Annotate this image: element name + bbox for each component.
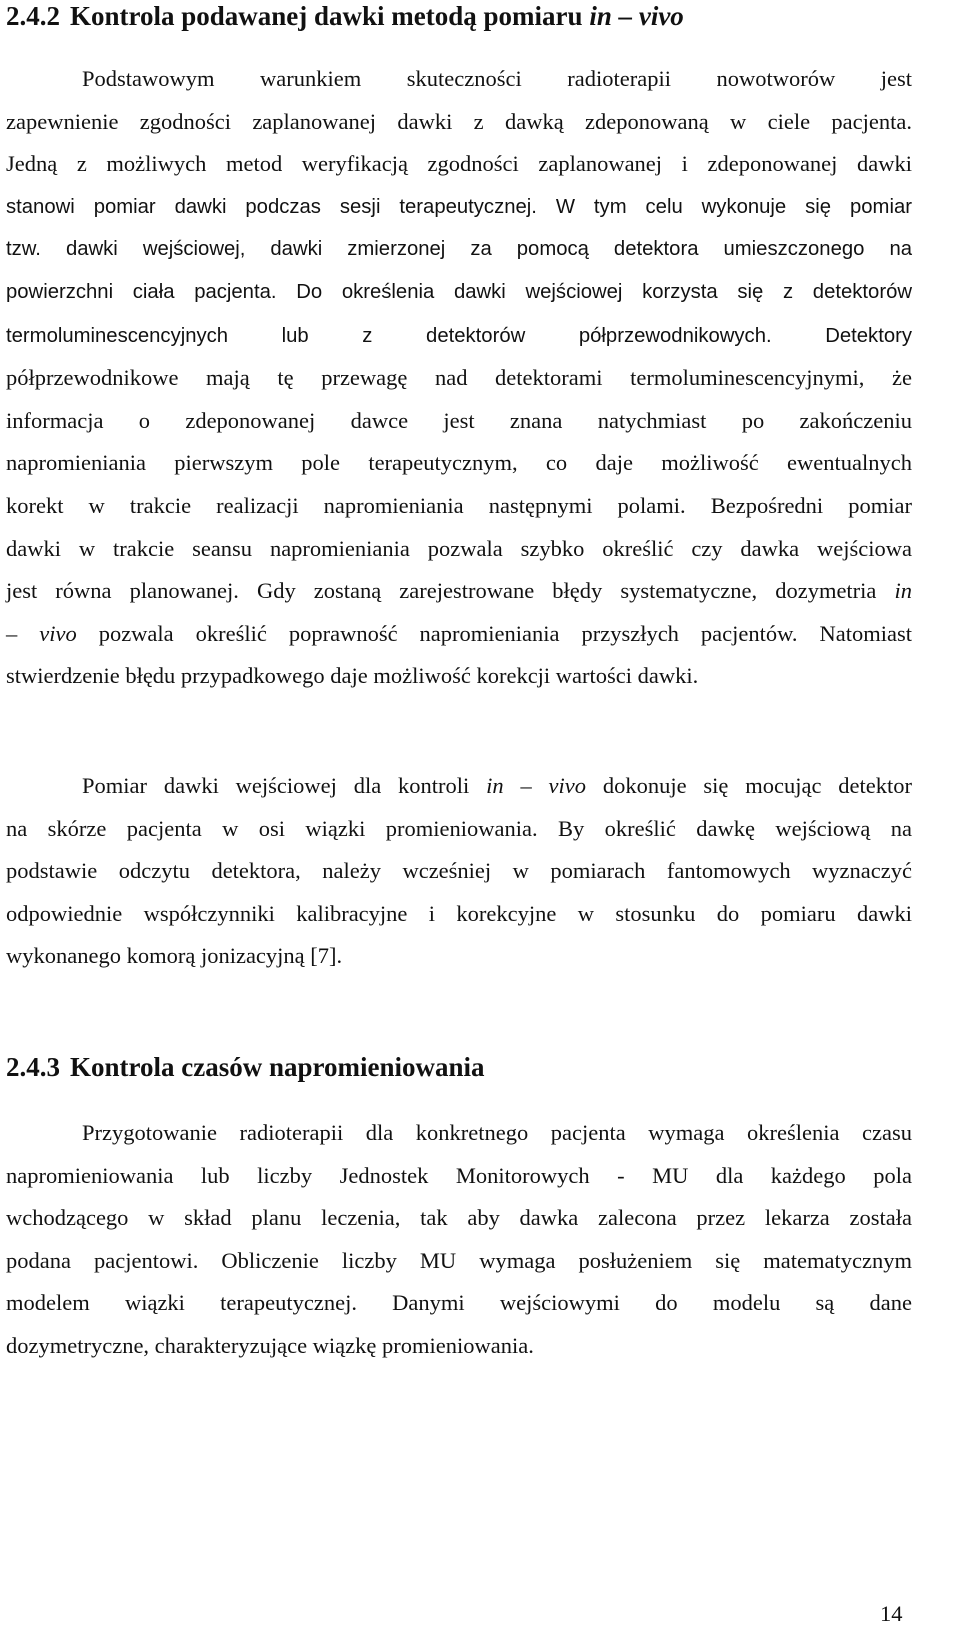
- text-line: [6, 613, 912, 656]
- text-line: dawki w trakcie seansu napromieniania pozwala szybko określić czy dawka wejściowa: [6, 535, 912, 561]
- paragraph-entrance-dose: [6, 765, 912, 978]
- section-title: Kontrola czasów napromieniowania: [70, 1052, 485, 1082]
- text-line: podstawie odczytu detektora, należy wcześniej w pomiarach fantomowych wyznaczyć: [6, 858, 912, 884]
- italic-term: in: [894, 578, 912, 604]
- section-heading-2-4-2: [6, 0, 684, 32]
- text-line: dozymetryczne, charakteryzujące wiązkę promieniowania.: [6, 1332, 534, 1358]
- text-line: tzw. dawki wejściowej, dawki zmierzonej za pomocą detektora umieszczonego na: [6, 238, 912, 261]
- page-number: 14: [880, 1601, 903, 1626]
- text-line: powierzchni ciała pacjenta. Do określenia dawki wejściowej korzysta się z detektorów: [6, 280, 912, 303]
- text-fragment: Pomiar dawki wejściowej dla kontroli: [82, 773, 487, 798]
- text-line: Podstawowym warunkiem skuteczności radioterapii nowotworów jest: [82, 66, 912, 91]
- section-title: Kontrola podawanej dawki metodą pomiaru: [70, 1, 590, 31]
- text-line: korekt w trakcie realizacji napromieniania następnymi polami. Bezpośredni pomiar: [6, 492, 912, 518]
- text-line: napromieniania pierwszym pole terapeutycznym, co daje możliwość ewentualnych: [6, 450, 912, 476]
- text-line: wykonanego komorą jonizacyjną [7].: [6, 943, 343, 969]
- text-line: odpowiednie współczynniki kalibracyjne i korekcyjne w stosunku do pomiaru dawki: [6, 900, 912, 926]
- text-line: podana pacjentowi. Obliczenie liczby MU wymaga posłużeniem się matematycznym: [6, 1247, 912, 1273]
- text-line: na skórze pacjenta w osi wiązki promieniowania. By określić dawkę wejściową na: [6, 815, 912, 841]
- text-fragment: termoluminescencyjnych lub z detektorów półprzewodnikowych. Detektory: [6, 324, 912, 347]
- text-fragment: jest równa planowanej. Gdy zostaną zarejestrowane błędy systematyczne, dozymetria: [6, 578, 877, 604]
- text-line: stanowi pomiar dawki podczas sesji terapeutycznej. W tym celu wykonuje się pomiar: [6, 195, 912, 218]
- paragraph-irradiation-time: [6, 1112, 912, 1368]
- italic-term: – vivo: [6, 620, 77, 646]
- section-heading-2-4-3: [6, 1051, 485, 1083]
- text-line: informacja o zdeponowanej dawce jest znana natychmiast po zakończeniu: [6, 407, 912, 433]
- text-line: półprzewodnikowe mają tę przewagę nad detektorami termoluminescencyjnymi, że: [6, 365, 912, 391]
- text-line: napromieniowania lub liczby Jednostek Monitorowych - MU dla każdego pola: [6, 1162, 912, 1188]
- italic-term: in – vivo: [486, 773, 586, 798]
- text-line: [6, 570, 912, 613]
- text-line: Jedną z możliwych metod weryfikacją zgodności zaplanowanej i zdeponowanej dawki: [6, 151, 912, 177]
- text-fragment: dokonuje się mocując detektor: [586, 773, 912, 798]
- section-number: 2.4.2: [6, 1, 60, 31]
- text-fragment: pozwala określić poprawność napromieniania przyszłych pacjentów. Natomiast: [76, 620, 912, 646]
- text-line: [6, 314, 912, 358]
- text-line: zapewnienie zgodności zaplanowanej dawki z dawką zdeponowaną w ciele pacjenta.: [6, 108, 912, 134]
- text-line: stwierdzenie błędu przypadkowego daje możliwość korekcji wartości dawki.: [6, 663, 699, 689]
- text-line: [6, 765, 912, 808]
- text-line: Przygotowanie radioterapii dla konkretnego pacjenta wymaga określenia czasu: [82, 1120, 912, 1145]
- paragraph-dose-control: [6, 58, 912, 698]
- text-line: modelem wiązki terapeutycznej. Danymi wejściowymi do modelu są dane: [6, 1290, 912, 1316]
- text-line: wchodzącego w skład planu leczenia, tak aby dawka zalecona przez lekarza została: [6, 1205, 912, 1231]
- section-title-italic: in – vivo: [589, 1, 684, 31]
- section-number: 2.4.3: [6, 1052, 60, 1082]
